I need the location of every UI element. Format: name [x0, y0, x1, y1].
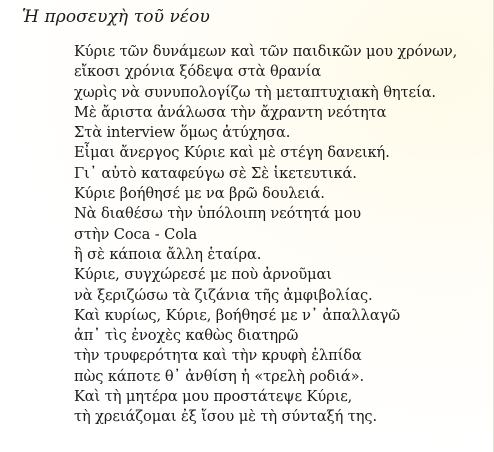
- poem-line: Νὰ διαθέσω τὴν ὑπόλοιπη νεότητά μου: [74, 205, 362, 223]
- poem-line: εἴκοσι χρόνια ξόδεψα στὰ θρανία: [74, 63, 322, 81]
- poem-line: ἢ σὲ κάποια ἄλλη ἑταίρα.: [74, 245, 262, 263]
- poem-line: ἀπ᾿ τὶς ἐνοχὲς καθὼς διατηρῶ: [74, 327, 299, 345]
- poem-line: Εἶμαι ἄνεργος Κύριε καὶ μὲ στέγη δανεική.: [74, 144, 390, 162]
- poem-body: [74, 42, 484, 428]
- poem-line: πὼς κάποτε θ᾿ ἀνθίση ἡ «τρελὴ ροδιά».: [74, 367, 364, 385]
- poem-line: Καὶ τὴ μητέρα μου προστάτεψε Κύριε,: [74, 388, 353, 406]
- poem-line: τὴν τρυφερότητα καὶ τὴν κρυφὴ ἐλπίδα: [74, 347, 362, 365]
- poem-line: Κύριε βοήθησέ με να βρῶ δουλειά.: [74, 185, 325, 203]
- poem-line: χωρὶς νὰ συνυπολογίζω τὴ μεταπτυχιακὴ θητεία.: [74, 83, 436, 101]
- poem-line: νὰ ξεριζώσω τὰ ζιζάνια τῆς ἀμφιβολίας.: [74, 286, 373, 304]
- poem-line: Γι᾿ αὐτὸ καταφεύγω σὲ Σὲ ἱκετευτικά.: [74, 164, 357, 182]
- poem-line: τὴ χρειάζομαι ἐξ ἴσου μὲ τὴ σύνταξή της.: [74, 408, 377, 426]
- poem-line: Καὶ κυρίως, Κύριε, βοήθησέ με ν᾿ ἀπαλλαγῶ: [74, 306, 401, 324]
- poem-line: Κύριε τῶν δυνάμεων καὶ τῶν παιδικῶν μου χρόνων,: [74, 43, 458, 60]
- poem-line: στὴν Coca - Cola: [74, 225, 198, 243]
- poem-title: Ἡ προσευχὴ τοῦ νέου: [22, 7, 210, 27]
- poem-line: Στὰ interview ὅμως ἀτύχησα.: [74, 124, 291, 142]
- poem-line: Κύριε, συγχώρεσέ με ποὺ ἀρνοῦμαι: [74, 266, 332, 284]
- poem-line: Μὲ ἄριστα ἀνάλωσα τὴν ἄχραντη νεότητα: [74, 103, 387, 121]
